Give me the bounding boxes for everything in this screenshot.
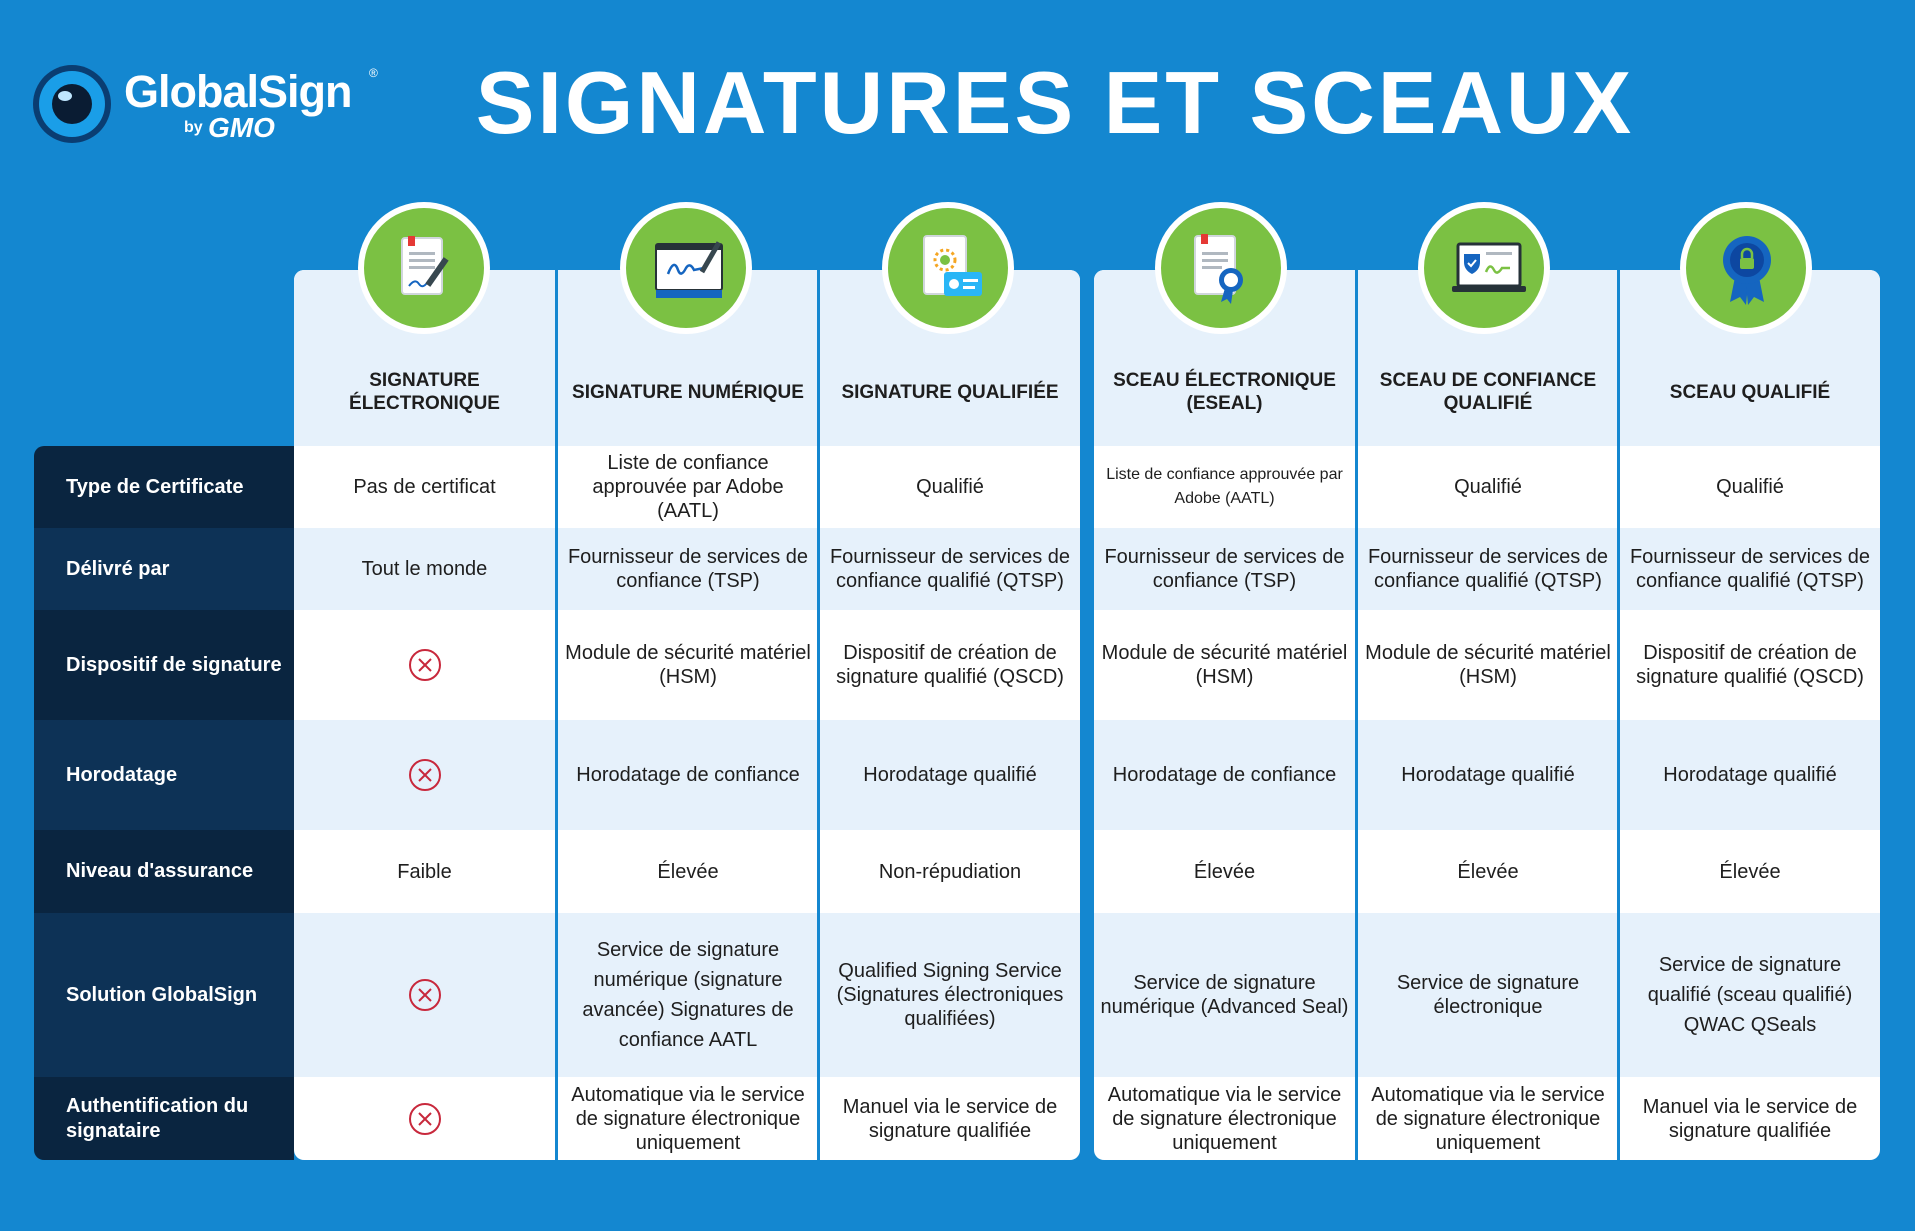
table-cell: Module de sécurité matériel (HSM) (1101, 642, 1348, 688)
table-cell-not-applicable (294, 610, 555, 720)
column-icon (358, 202, 490, 334)
row-label: Authentification du signataire (34, 1077, 294, 1160)
table-cell: Automatique via le service de signature électronique uniquement (571, 1083, 805, 1154)
column-header: SIGNATURE NUMÉRIQUE (572, 381, 804, 403)
qualified-document-id-card-icon (914, 232, 988, 306)
cross-icon (408, 648, 442, 682)
table-cell-not-applicable (294, 913, 555, 1077)
table-cell: Service de signature numérique (signature avancée) Signatures de confiance AATL (582, 939, 794, 1051)
table-cell: Module de sécurité matériel (HSM) (1365, 642, 1611, 688)
cross-icon (408, 1102, 442, 1136)
table-cell: Service de signature numérique (Advanced Seal) (1100, 972, 1349, 1018)
document-seal-icon (1187, 232, 1257, 306)
column-icon (1418, 202, 1550, 334)
logo-registered-mark: ® (369, 66, 378, 80)
table-cell: Service de signature électronique (1396, 972, 1580, 1018)
table-cell: Fournisseur de services de confiance (TSP) (567, 546, 809, 592)
table-cell: Élevée (1719, 860, 1781, 883)
cross-icon (408, 758, 442, 792)
table-cell: Dispositif de création de signature qualifié (QSCD) (1636, 642, 1864, 688)
row-label: Type de Certificate (34, 446, 294, 528)
table-cell: Horodatage qualifié (1401, 764, 1575, 786)
ribbon-badge-lock-icon (1712, 232, 1786, 306)
column-header: SCEAU ÉLECTRONIQUE (ESEAL) (1113, 370, 1336, 414)
row-labels (34, 446, 294, 1160)
table-cell: Fournisseur de services de confiance (TSP) (1104, 546, 1345, 592)
table-cell: Élevée (1457, 860, 1519, 883)
table-cell: Qualifié (1716, 476, 1784, 498)
row-label: Niveau d'assurance (34, 830, 294, 913)
table-cell: Horodatage qualifié (1663, 764, 1837, 786)
table-cell-not-applicable (294, 720, 555, 830)
row-label: Délivré par (34, 528, 294, 610)
column-icon (1155, 202, 1287, 334)
table-cell: Non-répudiation (878, 860, 1022, 883)
table-cell: Module de sécurité matériel (HSM) (565, 642, 811, 688)
logo-company: GMO (208, 112, 275, 143)
laptop-shield-signature-icon (1450, 232, 1530, 306)
column-header: SCEAU QUALIFIÉ (1669, 381, 1831, 403)
logo-name: GlobalSign (124, 66, 352, 117)
eye-logo-icon (32, 64, 112, 144)
page-title: SIGNATURES ET SCEAUX (475, 53, 1635, 152)
table-cell: Élevée (1193, 860, 1256, 883)
table-cell: Qualifié (916, 476, 984, 498)
table-cell: Tout le monde (361, 558, 488, 580)
table-cell: Manuel via le service de signature qualifiée (842, 1095, 1058, 1142)
column-icon (1680, 202, 1812, 334)
table-cell: Fournisseur de services de confiance qualifié (QTSP) (1629, 546, 1871, 592)
table-cell: Automatique via le service de signature électronique uniquement (1371, 1083, 1605, 1154)
row-label: Horodatage (34, 720, 294, 830)
row-label: Dispositif de signature (34, 610, 294, 720)
table-cell: Horodatage qualifié (863, 764, 1037, 786)
table-cell: Fournisseur de services de confiance qualifié (QTSP) (829, 546, 1071, 592)
column-header: SIGNATURE QUALIFIÉE (841, 381, 1059, 403)
table-cell: Pas de certificat (353, 476, 496, 498)
table-cell: Automatique via le service de signature électronique uniquement (1107, 1083, 1342, 1154)
globalsign-logo (32, 64, 392, 154)
digital-signature-pad-icon (652, 232, 732, 306)
column-header: SIGNATURE ÉLECTRONIQUE (349, 370, 500, 414)
table-cell: Qualified Signing Service (Signatures électroniques qualifiées) (836, 960, 1064, 1030)
table-cell: Horodatage de confiance (576, 764, 800, 786)
table-cell: Dispositif de création de signature qualifié (QSCD) (836, 642, 1064, 688)
column-header: SCEAU DE CONFIANCE QUALIFIÉ (1379, 370, 1597, 414)
table-cell-not-applicable (294, 1077, 555, 1160)
table-cell: Liste de confiance approuvée par Adobe (AATL) (1106, 466, 1343, 507)
column-icon (882, 202, 1014, 334)
table-cell: Service de signature qualifié (sceau qualifié) QWAC QSeals (1647, 954, 1853, 1036)
column-icon (620, 202, 752, 334)
document-pen-icon (390, 232, 460, 306)
table-cell: Horodatage de confiance (1112, 764, 1337, 786)
table-cell: Qualifié (1454, 476, 1522, 498)
table-cell: Liste de confiance approuvée par Adobe (AATL) (592, 452, 784, 522)
table-cell: Faible (397, 860, 452, 883)
cross-icon (408, 978, 442, 1012)
table-cell: Fournisseur de services de confiance qualifié (QTSP) (1367, 546, 1609, 592)
logo-by: by (184, 119, 203, 136)
table-cell: Élevée (657, 860, 719, 883)
table-cell: Manuel via le service de signature qualifiée (1642, 1095, 1858, 1142)
row-label: Solution GlobalSign (34, 913, 294, 1077)
